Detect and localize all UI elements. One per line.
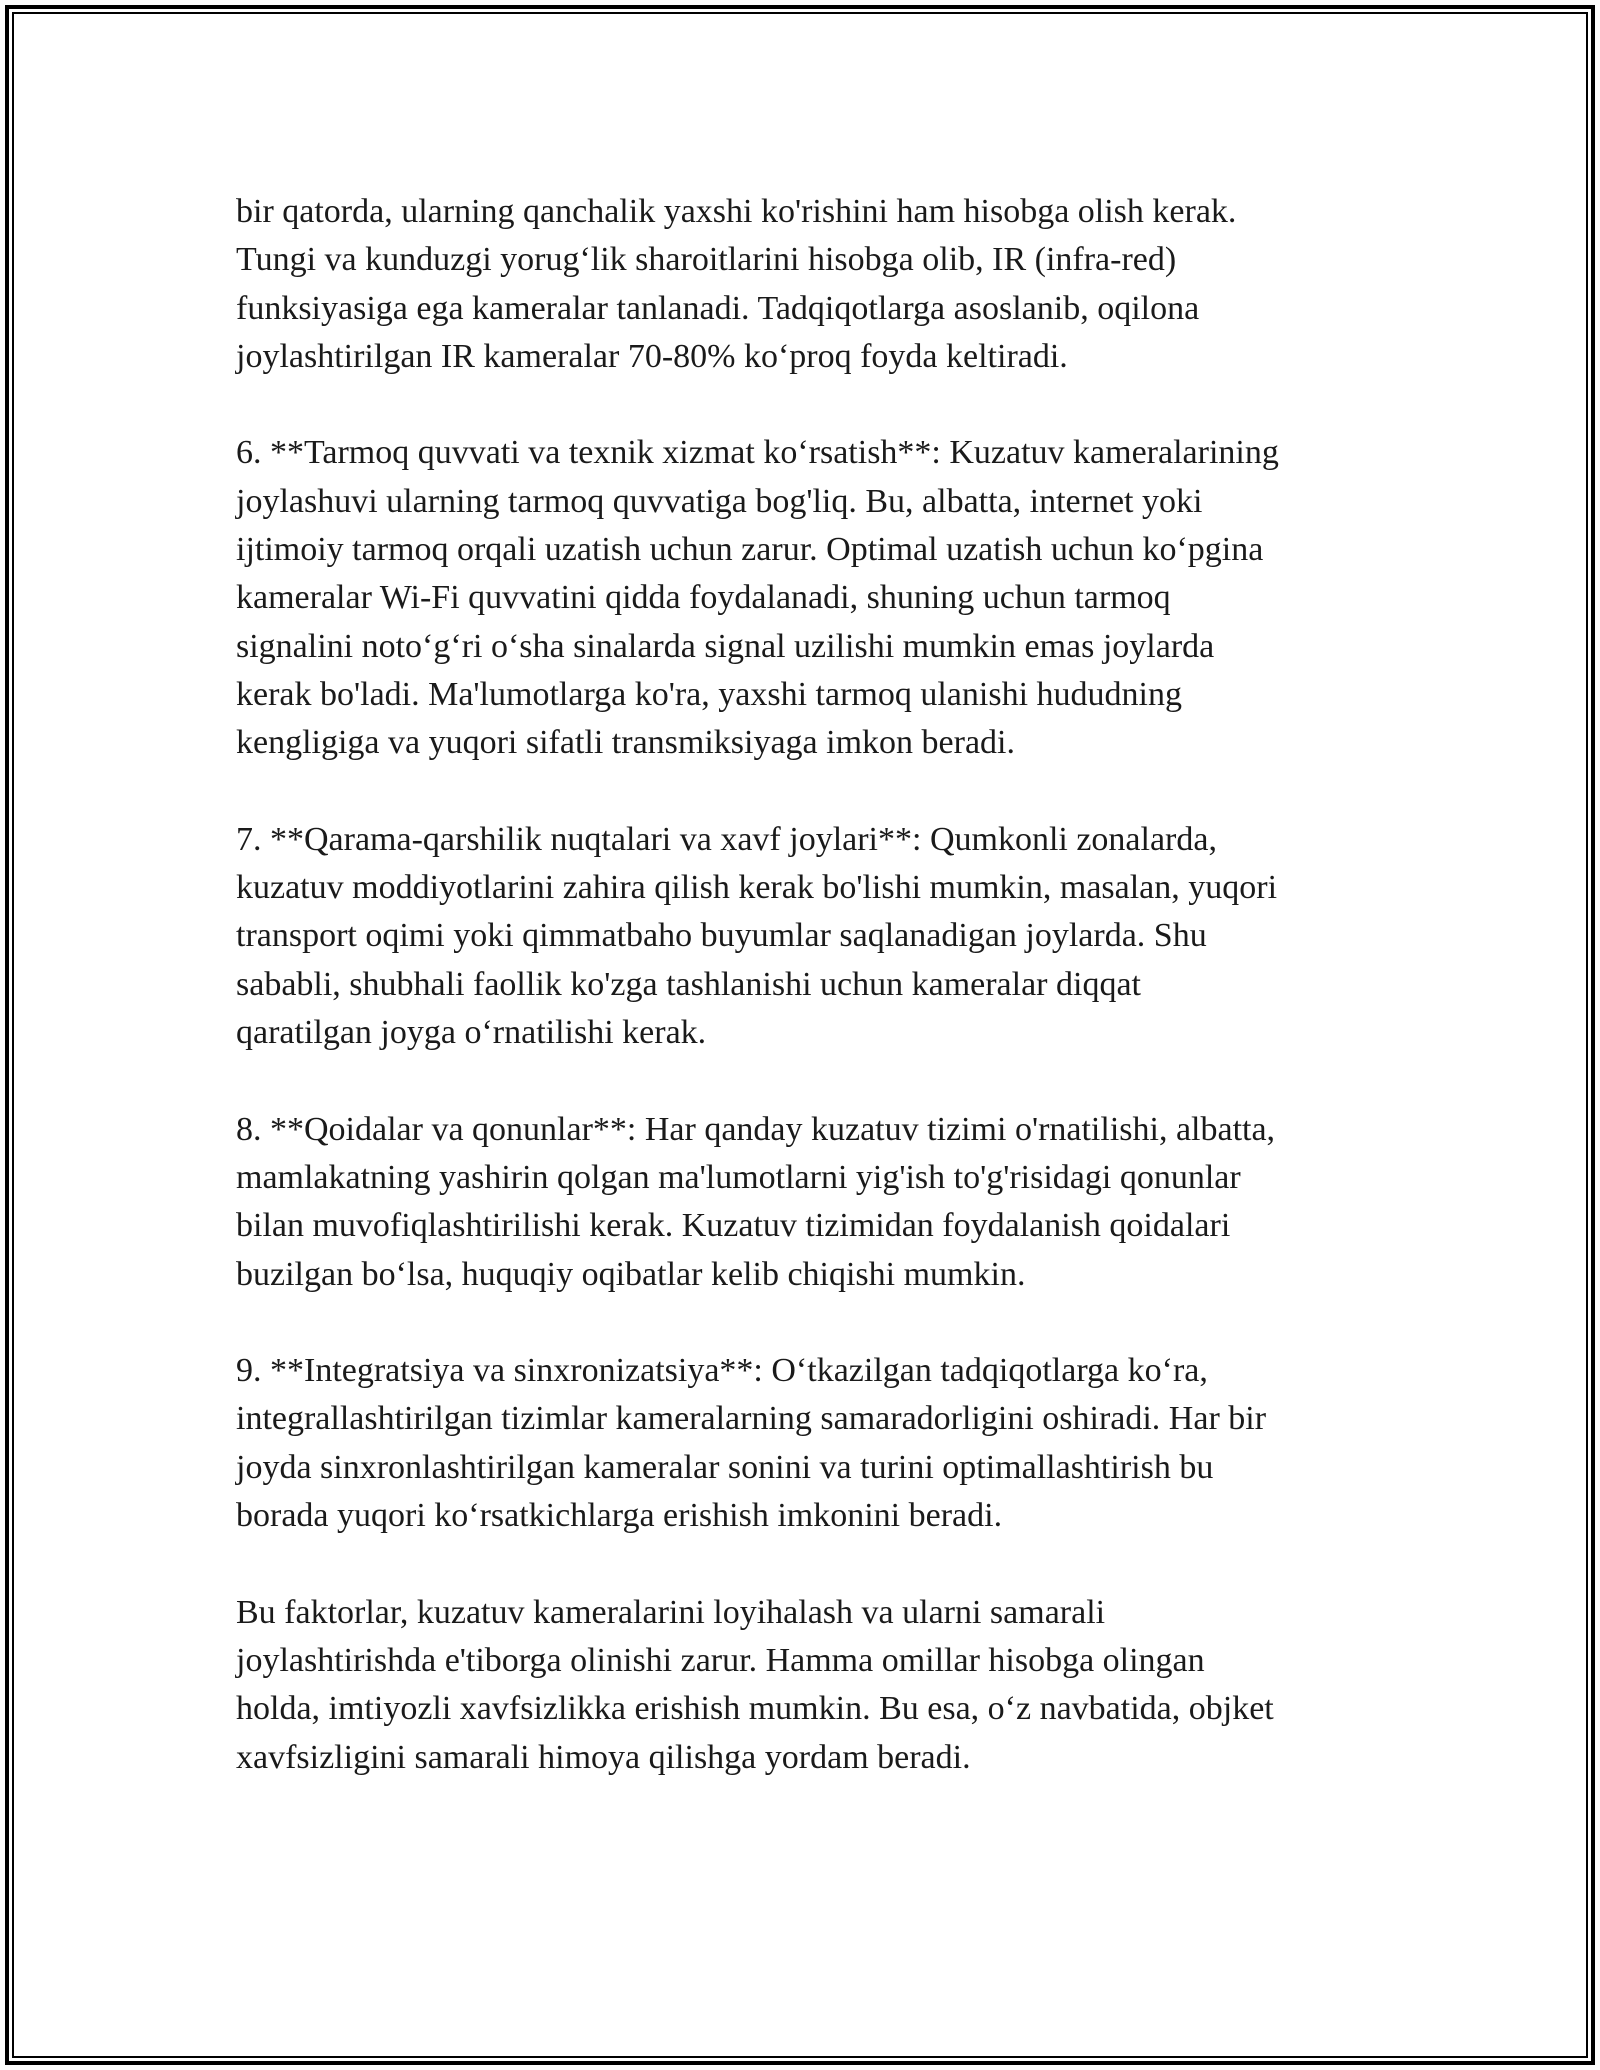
paragraph-item-6: 6. **Tarmoq quvvati va texnik xizmat ko‘rsatish**: Kuzatuv kameralarining joylashuvi ularning tarmoq quvvatiga bog'liq. Bu, albatta, internet yoki ijtimoiy tarmoq orqali uzatish uchun zarur. Optimal uzatish uchun ko‘pgina kameralar Wi-Fi quvvatini qidda foydalanadi, shuning uchun tarmoq signalini noto‘g‘ri o‘sha sinalarda signal uzilishi mumkin emas joylarda kerak bo'ladi. Ma'lumotlarga ko'ra, yaxshi tarmoq ulanishi hududning kengligiga va yuqori sifatli transmiksiyaga imkon beradi. (236, 434, 1279, 762)
paragraph-intro-continuation: bir qatorda, ularning qanchalik yaxshi ko'rishini ham hisobga olish kerak. Tungi va kunduzgi yorug‘lik sharoitlarini hisobga olib, IR (infra-red) funksiyasiga ega kameralar tanlanadi. Tadqiqotlarga asoslanib, oqilona joylashtirilgan IR kameralar 70-80% ko‘proq foyda keltiradi. (236, 193, 1237, 375)
paragraph-item-8: 8. **Qoidalar va qonunlar**: Har qanday kuzatuv tizimi o'rnatilishi, albatta, mamlakatning yashirin qolgan ma'lumotlarni yig'ish to'g'risidagi qonunlar bilan muvofiqlashtirilishi kerak. Kuzatuv tizimidan foydalanish qoidalari buzilgan bo‘lsa, huquqiy oqibatlar kelib chiqishi mumkin. (236, 1110, 1276, 1293)
document-body (236, 188, 1376, 1782)
paragraph-item-9: 9. **Integratsiya va sinxronizatsiya**: O‘tkazilgan tadqiqotlarga ko‘ra, integrallashtirilgan tizimlar kameralarning samaradorligini oshiradi. Har bir joyda sinxronlashtirilgan kameralar sonini va turini optimallashtirish bu borada yuqori ko‘rsatkichlarga erishish imkonini beradi. (236, 1352, 1267, 1535)
paragraph-conclusion: Bu faktorlar, kuzatuv kameralarini loyihalash va ularni samarali joylashtirishda e'tiborga olinishi zarur. Hamma omillar hisobga olingan holda, imtiyozli xavfsizlikka erishish mumkin. Bu esa, o‘z navbatida, objket xavfsizligini samarali himoya qilishga yordam beradi. (236, 1593, 1274, 1776)
paragraph-item-7: 7. **Qarama-qarshilik nuqtalari va xavf joylari**: Qumkonli zonalarda, kuzatuv moddiyotlarini zahira qilish kerak bo'lishi mumkin, masalan, yuqori transport oqimi yoki qimmatbaho buyumlar saqlanadigan joylarda. Shu sababli, shubhali faollik ko'zga tashlanishi uchun kameralar diqqat qaratilgan joyga o‘rnatilishi kerak. (236, 820, 1278, 1052)
